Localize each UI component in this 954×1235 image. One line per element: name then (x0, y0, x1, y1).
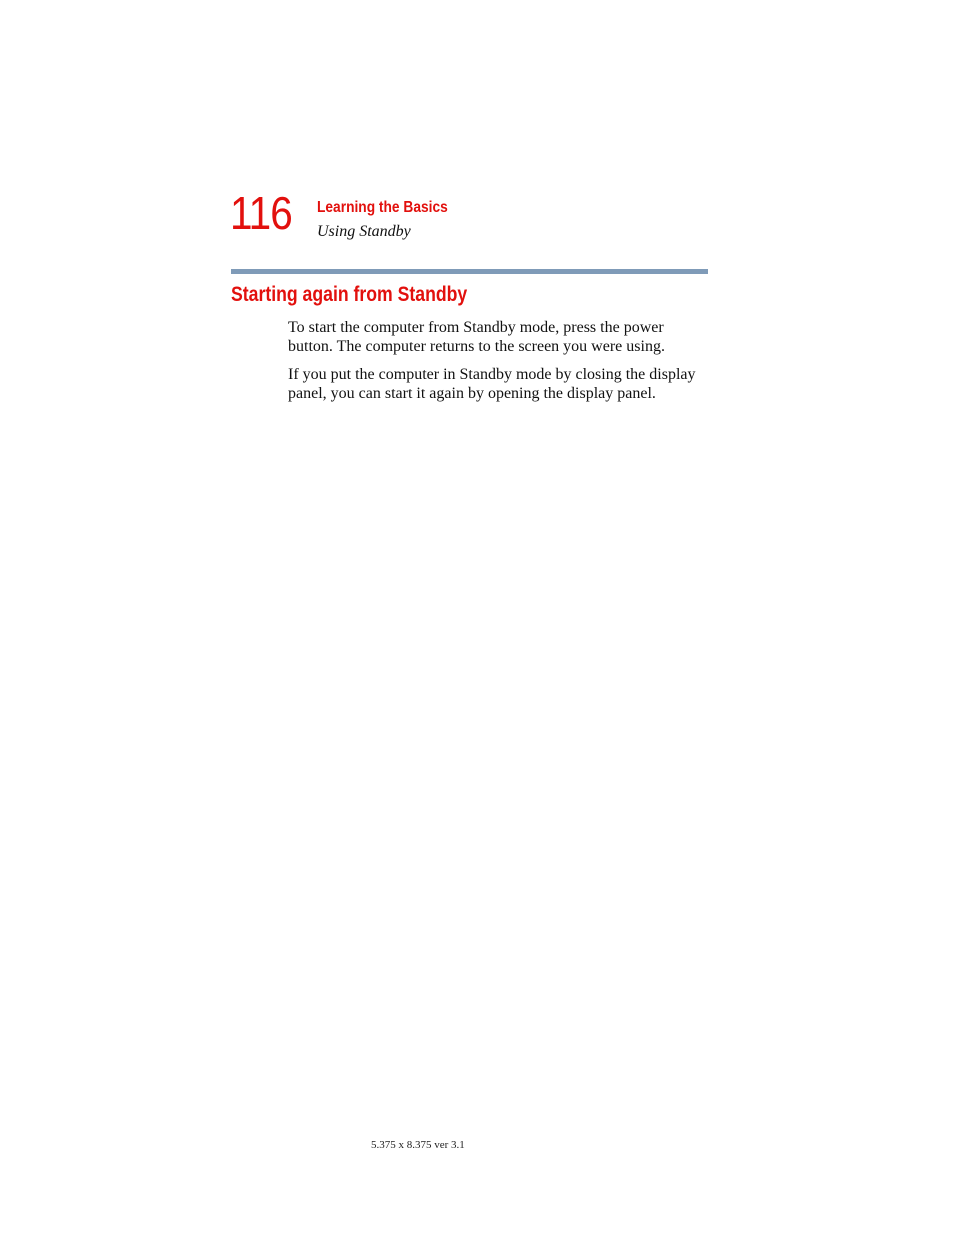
body-paragraph: If you put the computer in Standby mode by closing the display panel, you can start it again by opening the display panel. (288, 366, 696, 402)
page-number: 116 (230, 187, 292, 239)
header-divider (231, 269, 708, 274)
body-paragraph: To start the computer from Standby mode, press the power button. The computer returns to the screen you were using. (288, 319, 665, 355)
section-subtitle: Using Standby (317, 223, 411, 240)
section-heading: Starting again from Standby (231, 283, 468, 306)
chapter-title: Learning the Basics (317, 199, 448, 216)
footer-version: 5.375 x 8.375 ver 3.1 (371, 1139, 465, 1151)
